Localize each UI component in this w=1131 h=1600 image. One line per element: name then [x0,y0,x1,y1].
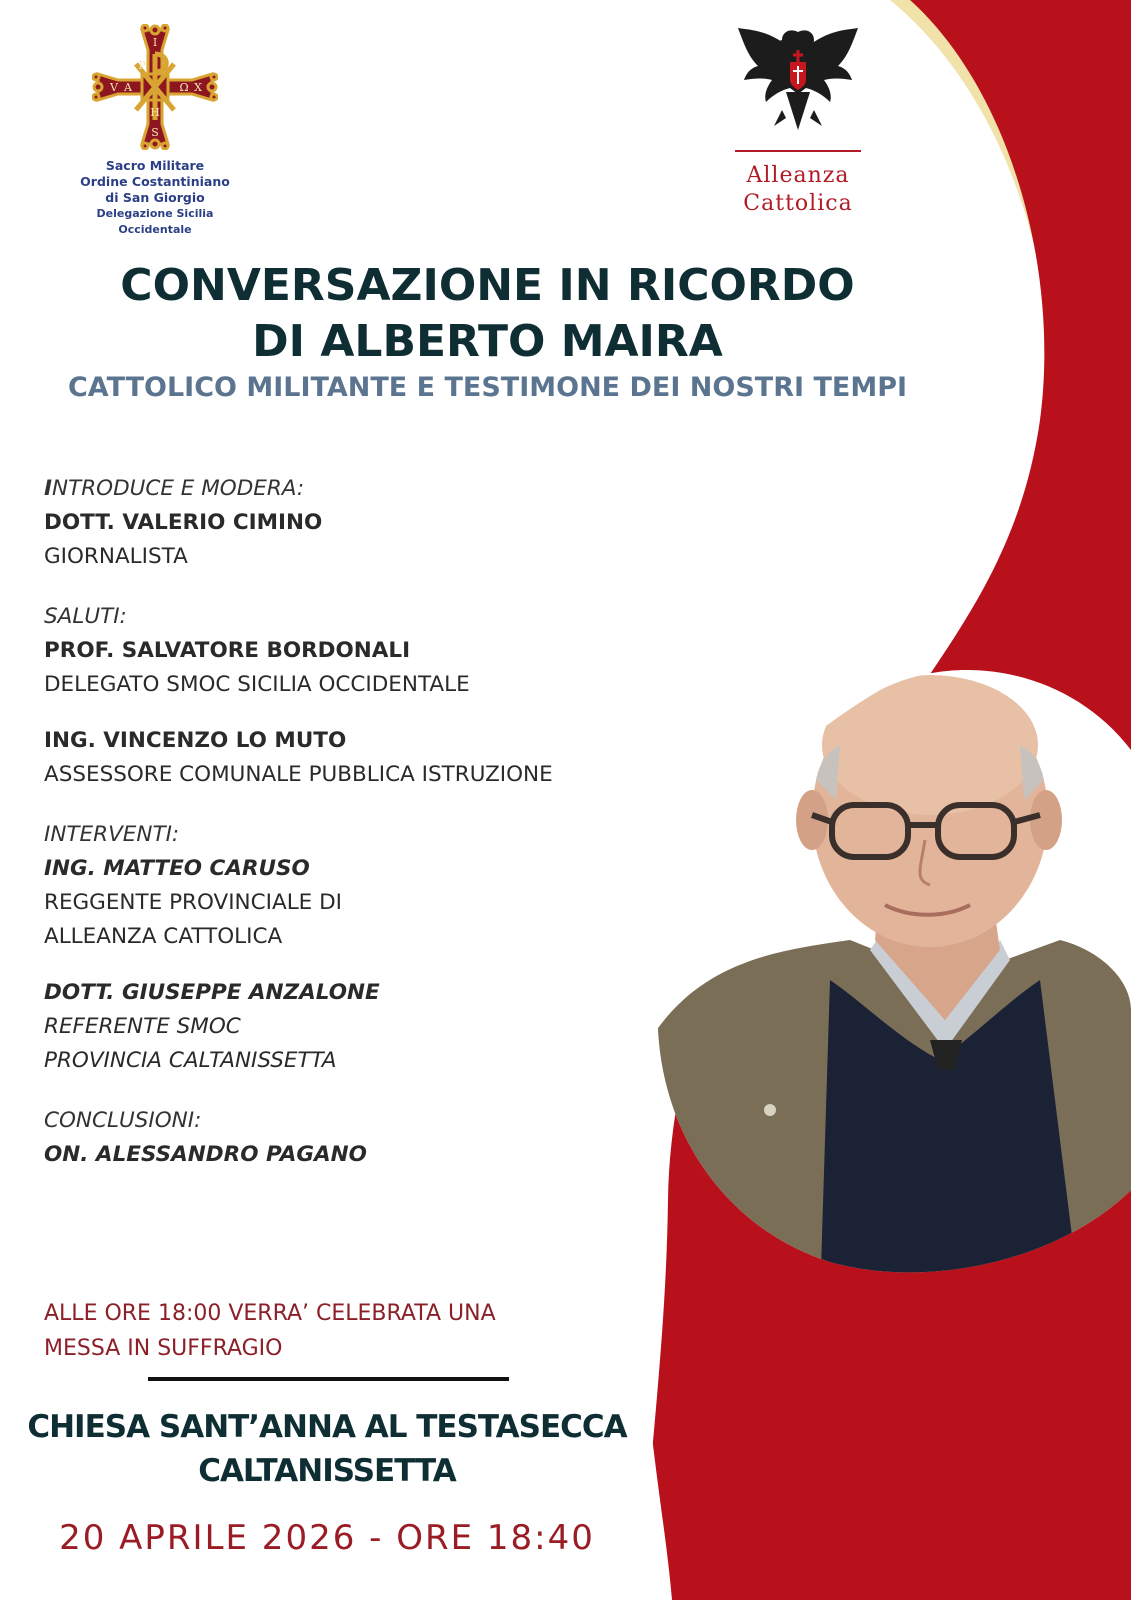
speaker-name: ON. ALESSANDRO PAGANO [44,1142,367,1167]
mass-line-1: ALLE ORE 18:00 VERRA’ CELEBRATA UNA [44,1301,496,1326]
cross-letter: P [138,59,146,72]
speaker-name: ING. MATTEO CARUSO [44,856,310,881]
speaker-title: PROVINCIA CALTANISSETTA [44,1048,337,1073]
role-initial: I [44,476,52,501]
role-conclusioni: CONCLUSIONI: [44,1108,202,1133]
cross-letter: H [150,106,160,119]
cross-letter: I [152,36,158,49]
section-divider [148,1377,509,1381]
speaker-title: ASSESSORE COMUNALE PUBBLICA ISTRUZIONE [44,762,553,787]
role-saluti: SALUTI: [44,604,127,629]
speaker-name: PROF. SALVATORE BORDONALI [44,638,411,663]
role-rest: NTRODUCE E MODERA: [52,476,305,501]
speaker-title: REFERENTE SMOC [44,1014,241,1039]
org-name-line: Ordine Costantiniano [80,174,230,189]
speaker-title: GIORNALISTA [44,544,188,569]
org-name-line: Sacro Militare [105,158,205,173]
speaker-title: ALLEANZA CATTOLICA [44,924,283,949]
venue [0,1405,654,1493]
alleanza-word: Alleanza [746,163,850,188]
org-name-line: di San Giorgio [105,190,205,205]
cross-letter: S [151,126,159,139]
title-line-1: CONVERSAZIONE IN RICORDO [120,260,855,311]
venue-line-2: CALTANISSETTA [198,1453,456,1489]
title-line-2: DI ALBERTO MAIRA [252,316,723,367]
event-subtitle: CATTOLICO MILITANTE E TESTIMONE DEI NOSTRI TEMPI [67,372,908,403]
role-interventi: INTERVENTI: [44,822,180,847]
mass-notice [44,1296,496,1366]
speaker-title: DELEGATO SMOC SICILIA OCCIDENTALE [44,672,470,697]
cross-letter: V [110,81,118,94]
mass-line-2: MESSA IN SUFFRAGIO [44,1336,283,1361]
speaker-name: ING. VINCENZO LO MUTO [44,728,347,753]
speaker-name: DOTT. GIUSEPPE ANZALONE [44,980,380,1005]
speaker-title: REGGENTE PROVINCIALE DI [44,890,342,915]
cross-letter: X [194,81,202,94]
cattolica-word: Cattolica [743,191,853,216]
venue-line-1: CHIESA SANT’ANNA AL TESTASECCA [27,1409,627,1445]
cross-letter: Ω [179,81,189,94]
event-date: 20 APRILE 2026 - ORE 18:40 [59,1518,595,1558]
speaker-name: DOTT. VALERIO CIMINO [44,510,323,535]
org-delegation: Delegazione Sicilia Occidentale [96,207,214,236]
cross-letter: A [124,81,132,94]
